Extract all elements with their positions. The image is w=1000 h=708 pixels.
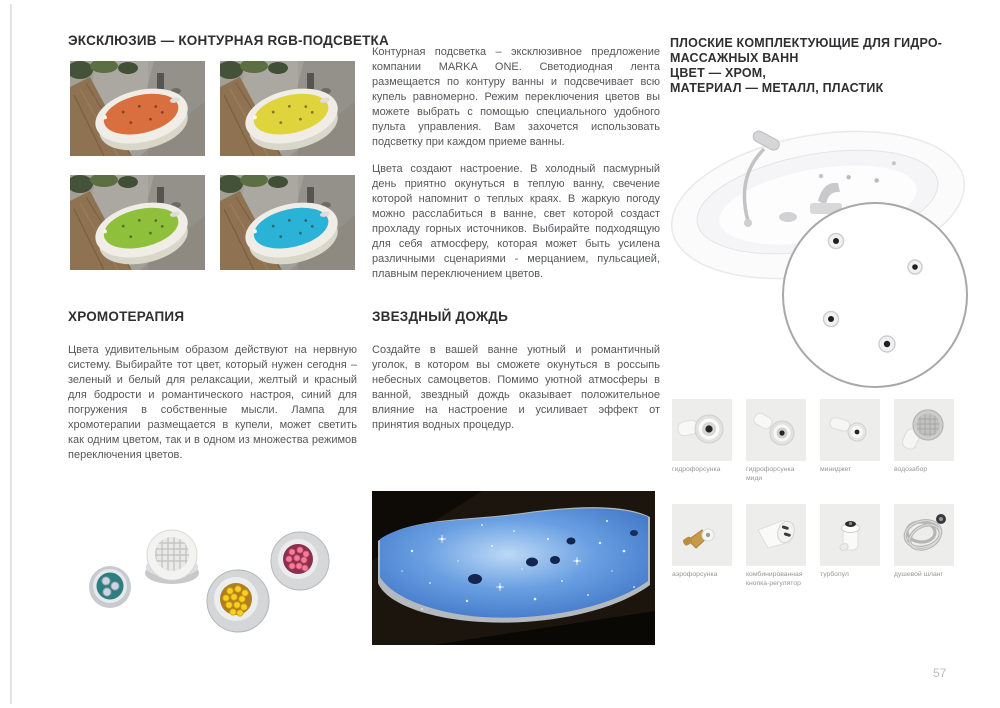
accessories-row-2 xyxy=(672,504,954,588)
product-aero-jet xyxy=(672,504,732,588)
product-shower-hose xyxy=(894,504,954,588)
star-rain-bathtub-photo xyxy=(372,491,655,645)
accessories-title-line-3: ЦВЕТ — ХРОМ, xyxy=(670,66,767,80)
rgb-paragraph-2: Цвета создают настроение. В холодный пасмурный день приятно окунуться в теплую ванну, свечение которой напомнит о теплых краях. В жаркую погоду можно расслабиться в ванне, свет которой создаст прохладу горных источников. Выбирайте подходящую для себя атмосферу, которая может быть усилена различными сценариями - мерцанием, пульсацией, плавным переключением цветов. xyxy=(372,163,660,280)
chromo-section-title: ХРОМОТЕРАПИЯ xyxy=(68,309,185,324)
bathtub-photo-orange-light xyxy=(70,61,205,156)
product-caption: турбопул xyxy=(820,571,849,578)
flat-jets-bathtub-photo xyxy=(668,105,986,393)
product-caption: комбинированная кнопка-регулятор xyxy=(746,571,803,587)
aero-jet-image xyxy=(672,504,732,566)
accessories-title-line-4: МАТЕРИАЛ — МЕТАЛЛ, ПЛАСТИК xyxy=(670,81,884,95)
product-hydro-jet xyxy=(672,399,732,483)
bathtub-photo-yellow-light xyxy=(220,61,355,156)
hydro-jet-midi-image xyxy=(746,399,806,461)
accessories-title-line-1: ПЛОСКИЕ КОМПЛЕКТУЮЩИЕ ДЛЯ ГИДРО- xyxy=(670,36,943,50)
accessories-row-1 xyxy=(672,399,954,483)
product-mini-jet xyxy=(820,399,880,483)
star-section-title: ЗВЕЗДНЫЙ ДОЖДЬ xyxy=(372,309,508,324)
product-caption: гидрофорсунка xyxy=(672,466,721,473)
product-combo-button-regulator xyxy=(746,504,806,588)
combo-button-regulator-image xyxy=(746,504,806,566)
bathtub-photo-green-light xyxy=(70,175,205,270)
hydro-jet-image xyxy=(672,399,732,461)
rgb-paragraph-1: Контурная подсветка – эксклюзивное предложение компании MARKA ONE. Светодиодная лента размещается по контуру ванны и подсвечивает всю купель равномерно. Режим переключения цветов вы можете выбрать с помощью специального удобного пульта управления. Вам захочется использовать подсветку при каждом приеме ванны. xyxy=(372,46,660,148)
product-caption: миниджет xyxy=(820,466,852,473)
product-water-intake xyxy=(894,399,954,483)
product-turbopool xyxy=(820,504,880,588)
product-hydro-jet-midi xyxy=(746,399,806,483)
page-edge-shadow xyxy=(10,4,12,704)
shower-hose-image xyxy=(894,504,954,566)
bathtub-photo-cyan-light xyxy=(220,175,355,270)
product-caption: гидрофорсунка миди xyxy=(746,466,795,482)
page-number: 57 xyxy=(933,666,947,680)
accessories-section-title xyxy=(670,36,990,96)
turbopool-image xyxy=(820,504,880,566)
rgb-bathtub-photo-grid xyxy=(70,61,355,270)
chromotherapy-lamps-photo xyxy=(60,497,370,675)
product-caption: аэрофорсунка xyxy=(672,571,718,578)
chromo-paragraph: Цвета удивительным образом действуют на нервную систему. Выбирайте тот цвет, который нужен сегодня – зеленый и белый для релаксации, желтый и красный для бодрости и романтического настроя, синий для погружения в собственные мысли. Лампа для хромотерапии размещается в купели, может светить как одним цветом, так и в одном из множества режимов переключения цветов. xyxy=(68,344,357,461)
mini-jet-image xyxy=(820,399,880,461)
accessories-title-line-2: МАССАЖНЫХ ВАНН xyxy=(670,51,799,65)
star-paragraph: Создайте в вашей ванне уютный и романтичный уголок, в котором вы сможете окунуться в россыпь небесных самоцветов. Помимо уютной атмосферы в ванной, звездный дождь оказывает положительное влияние на настроение и усиливает эффект от принятия водных процедур. xyxy=(372,344,660,431)
rgb-section-title: ЭКСКЛЮЗИВ — КОНТУРНАЯ RGB-ПОДСВЕТКА xyxy=(68,33,389,48)
product-caption: душевой шланг xyxy=(894,571,944,578)
product-caption: водозабор xyxy=(894,466,928,473)
water-intake-image xyxy=(894,399,954,461)
